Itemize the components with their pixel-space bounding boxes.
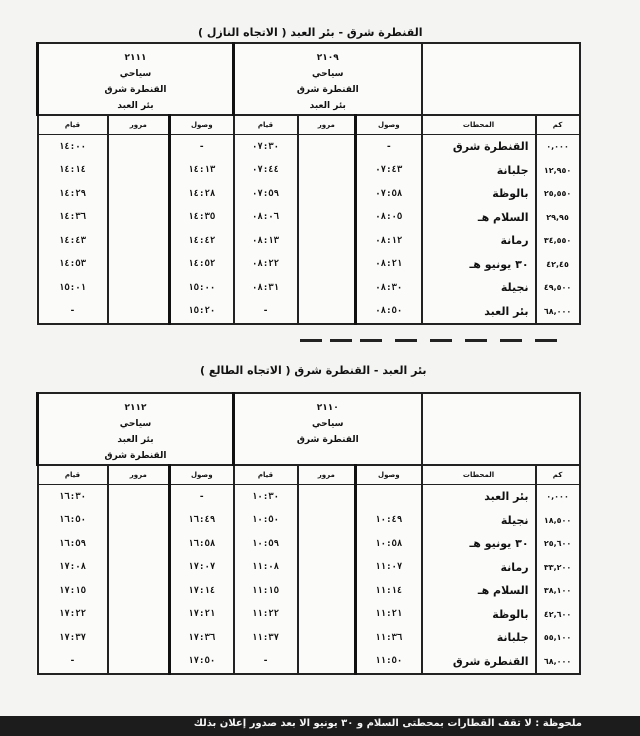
departure-cell: ١٧:٢٢: [38, 603, 108, 627]
departure-cell: ١٦:٥٠: [38, 509, 108, 533]
train-header-2111: [38, 43, 234, 115]
departure-cell: ٠٧:٥٩: [234, 182, 298, 206]
train-header-2112: [38, 393, 234, 465]
pass-cell: [298, 556, 356, 580]
table-row: [38, 276, 580, 300]
col-km: كم: [536, 465, 580, 485]
arrival-cell: ٠٨:٥٠: [356, 300, 422, 325]
table-row: [38, 650, 580, 675]
pass-cell: [108, 532, 170, 556]
arrival-cell: ١١:٣٦: [356, 626, 422, 650]
pass-cell: [298, 626, 356, 650]
station-cell: نجيلة: [422, 509, 536, 533]
arrival-cell: ١١:٥٠: [356, 650, 422, 675]
pass-cell: [108, 556, 170, 580]
arrival-cell: [356, 485, 422, 509]
arrival-cell: ١٧:٢١: [170, 603, 234, 627]
departure-cell: ١١:٠٨: [234, 556, 298, 580]
train-route-from: القنطرة شرق: [296, 85, 359, 95]
arrival-cell: ١٠:٥٨: [356, 532, 422, 556]
train-route-from: بئر العبد: [117, 435, 154, 445]
col-arrival: وصول: [170, 465, 234, 485]
km-cell: ٤٢,٤٥: [536, 253, 580, 277]
col-station: المحطات: [422, 115, 536, 135]
km-cell: ٦٨,٠٠٠: [536, 650, 580, 675]
col-arrival: وصول: [170, 115, 234, 135]
col-departure: قيام: [38, 465, 108, 485]
arrival-cell: ١١:١٤: [356, 579, 422, 603]
km-cell: ٢٥,٦٠٠: [536, 532, 580, 556]
pass-cell: [298, 532, 356, 556]
km-cell: ٠,٠٠٠: [536, 485, 580, 509]
pass-cell: [108, 509, 170, 533]
pass-cell: [108, 135, 170, 159]
arrival-cell: ١١:٠٧: [356, 556, 422, 580]
arrival-cell: ١٥:٠٠: [170, 276, 234, 300]
arrival-cell: -: [356, 135, 422, 159]
departure-cell: -: [234, 650, 298, 675]
table-row: [38, 626, 580, 650]
departure-cell: -: [38, 300, 108, 325]
station-cell: القنطرة شرق: [422, 650, 536, 675]
timetable-down: [36, 42, 581, 325]
train-type: سياحي: [119, 69, 152, 79]
station-cell: نجيلة: [422, 276, 536, 300]
km-cell: ٣٨,١٠٠: [536, 579, 580, 603]
table-row: [38, 556, 580, 580]
departure-cell: ١٧:١٥: [38, 579, 108, 603]
col-arrival: وصول: [356, 465, 422, 485]
departure-cell: ٠٧:٣٠: [234, 135, 298, 159]
train-number: ٢١١٠: [316, 403, 339, 413]
table-row: [38, 300, 580, 325]
km-cell: ٣٤,٥٥٠: [536, 229, 580, 253]
col-pass: مرور: [108, 115, 170, 135]
pass-cell: [298, 253, 356, 277]
table-row: [38, 159, 580, 183]
pass-cell: [108, 300, 170, 325]
separator-dash: [330, 339, 352, 342]
col-pass: مرور: [298, 115, 356, 135]
col-departure: قيام: [38, 115, 108, 135]
table-row: [38, 135, 580, 159]
col-km: كم: [536, 115, 580, 135]
station-cell: بئر العبد: [422, 300, 536, 325]
train-route-to: القنطرة شرق: [296, 435, 359, 445]
departure-cell: ١١:٢٢: [234, 603, 298, 627]
arrival-cell: ١٤:٢٨: [170, 182, 234, 206]
header-blank: [422, 393, 580, 465]
separator-dash: [465, 339, 487, 342]
arrival-cell: -: [170, 135, 234, 159]
table1-title: القنطرة شرق - بئر العبد ( الاتجاه النازل ): [198, 26, 423, 39]
arrival-cell: ١٦:٥٨: [170, 532, 234, 556]
arrival-cell: ٠٧:٤٣: [356, 159, 422, 183]
train-route-to: بئر العبد: [309, 101, 346, 111]
arrival-cell: ١٧:٥٠: [170, 650, 234, 675]
departure-cell: ١٦:٥٩: [38, 532, 108, 556]
header-blank: [422, 43, 580, 115]
table-row: [38, 532, 580, 556]
station-cell: ٣٠ يونيو هـ: [422, 532, 536, 556]
timetable-up: [36, 392, 581, 675]
pass-cell: [298, 509, 356, 533]
separator-dash: [535, 339, 557, 342]
arrival-cell: ٠٨:٣٠: [356, 276, 422, 300]
departure-cell: ١١:٣٧: [234, 626, 298, 650]
arrival-cell: ١٤:٤٢: [170, 229, 234, 253]
arrival-cell: ١٧:١٤: [170, 579, 234, 603]
train-route-to: بئر العبد: [117, 101, 154, 111]
pass-cell: [298, 159, 356, 183]
pass-cell: [298, 206, 356, 230]
station-cell: السلام هـ: [422, 206, 536, 230]
station-cell: رمانة: [422, 229, 536, 253]
departure-cell: ١٤:٥٣: [38, 253, 108, 277]
arrival-cell: ٠٨:٠٥: [356, 206, 422, 230]
table-row: [38, 253, 580, 277]
footer-note: [0, 716, 640, 736]
pass-cell: [298, 603, 356, 627]
pass-cell: [108, 229, 170, 253]
km-cell: ٤٩,٥٠٠: [536, 276, 580, 300]
train-header-2109: [234, 43, 422, 115]
km-cell: ٠,٠٠٠: [536, 135, 580, 159]
station-cell: بالوظة: [422, 182, 536, 206]
pass-cell: [298, 276, 356, 300]
station-cell: جلبانة: [422, 159, 536, 183]
departure-cell: ١٤:٣٦: [38, 206, 108, 230]
pass-cell: [108, 276, 170, 300]
arrival-cell: ١١:٢١: [356, 603, 422, 627]
arrival-cell: ١٧:٠٧: [170, 556, 234, 580]
departure-cell: ١٤:٢٩: [38, 182, 108, 206]
pass-cell: [298, 650, 356, 675]
pass-cell: [108, 626, 170, 650]
table-row: [38, 485, 580, 509]
train-number: ٢١١١: [124, 53, 147, 63]
departure-cell: ٠٨:٠٦: [234, 206, 298, 230]
t1-rows: [38, 135, 580, 325]
departure-cell: ١٤:٤٣: [38, 229, 108, 253]
arrival-cell: ١٤:١٣: [170, 159, 234, 183]
train-route-from: القنطرة شرق: [104, 85, 167, 95]
pass-cell: [298, 182, 356, 206]
pass-cell: [298, 229, 356, 253]
pass-cell: [298, 300, 356, 325]
departure-cell: ١٤:٠٠: [38, 135, 108, 159]
km-cell: ٥٥,١٠٠: [536, 626, 580, 650]
departure-cell: -: [234, 300, 298, 325]
arrival-cell: ١٥:٢٠: [170, 300, 234, 325]
footer-note-text: ملحوظة : لا تقف القطارات بمحطتى السلام و ٣٠ يونيو الا بعد صدور إعلان بذلك: [193, 718, 582, 729]
separator-dash: [360, 339, 382, 342]
departure-cell: ١٧:٠٨: [38, 556, 108, 580]
col-pass: مرور: [108, 465, 170, 485]
station-cell: بالوظة: [422, 603, 536, 627]
departure-cell: ٠٧:٤٤: [234, 159, 298, 183]
t2-rows: [38, 485, 580, 675]
arrival-cell: ٠٨:١٢: [356, 229, 422, 253]
table2-title: بئر العبد - القنطرة شرق ( الاتجاه الطالع ): [200, 364, 427, 377]
arrival-cell: -: [170, 485, 234, 509]
km-cell: ٢٩,٩٥: [536, 206, 580, 230]
pass-cell: [298, 135, 356, 159]
departure-cell: ١٥:٠١: [38, 276, 108, 300]
arrival-cell: ١٠:٤٩: [356, 509, 422, 533]
departure-cell: ١١:١٥: [234, 579, 298, 603]
arrival-cell: ١٤:٥٢: [170, 253, 234, 277]
train-number: ٢١١٢: [124, 403, 147, 413]
train-type: سياحي: [312, 69, 344, 79]
separator-dash: [500, 339, 522, 342]
departure-cell: ٠٨:٣١: [234, 276, 298, 300]
station-cell: القنطرة شرق: [422, 135, 536, 159]
km-cell: ١٢,٩٥٠: [536, 159, 580, 183]
departure-cell: ٠٨:١٣: [234, 229, 298, 253]
train-type: سياحي: [119, 419, 152, 429]
table-row: [38, 206, 580, 230]
col-departure: قيام: [234, 465, 298, 485]
pass-cell: [108, 485, 170, 509]
arrival-cell: ١٧:٣٦: [170, 626, 234, 650]
table-row: [38, 229, 580, 253]
km-cell: ٦٨,٠٠٠: [536, 300, 580, 325]
pass-cell: [108, 603, 170, 627]
pass-cell: [298, 579, 356, 603]
pass-cell: [108, 159, 170, 183]
train-type: سياحي: [312, 419, 344, 429]
departure-cell: ١٠:٥٩: [234, 532, 298, 556]
pass-cell: [108, 206, 170, 230]
departure-cell: ١٤:١٤: [38, 159, 108, 183]
km-cell: ٣٣,٢٠٠: [536, 556, 580, 580]
arrival-cell: ٠٨:٢١: [356, 253, 422, 277]
departure-cell: ١٠:٥٠: [234, 509, 298, 533]
departure-cell: ١٠:٣٠: [234, 485, 298, 509]
pass-cell: [298, 485, 356, 509]
col-arrival: وصول: [356, 115, 422, 135]
train-header-2110: [234, 393, 422, 465]
km-cell: ١٨,٥٠٠: [536, 509, 580, 533]
separator-dash: [395, 339, 417, 342]
station-cell: السلام هـ: [422, 579, 536, 603]
pass-cell: [108, 579, 170, 603]
pass-cell: [108, 650, 170, 675]
km-cell: ٤٢,٦٠٠: [536, 603, 580, 627]
departure-cell: ١٦:٣٠: [38, 485, 108, 509]
arrival-cell: ٠٧:٥٨: [356, 182, 422, 206]
train-route-to: القنطرة شرق: [104, 451, 167, 461]
table-row: [38, 579, 580, 603]
col-pass: مرور: [298, 465, 356, 485]
separator-dash: [430, 339, 452, 342]
station-cell: رمانة: [422, 556, 536, 580]
pass-cell: [108, 182, 170, 206]
station-cell: بئر العبد: [422, 485, 536, 509]
train-number: ٢١٠٩: [316, 53, 339, 63]
station-cell: جلبانة: [422, 626, 536, 650]
km-cell: ٢٥,٥٥٠: [536, 182, 580, 206]
col-departure: قيام: [234, 115, 298, 135]
arrival-cell: ١٤:٣٥: [170, 206, 234, 230]
table-row: [38, 509, 580, 533]
station-cell: ٣٠ يونيو هـ: [422, 253, 536, 277]
separator-dash: [300, 339, 322, 342]
table-row: [38, 603, 580, 627]
col-station: المحطات: [422, 465, 536, 485]
arrival-cell: ١٦:٤٩: [170, 509, 234, 533]
departure-cell: -: [38, 650, 108, 675]
departure-cell: ١٧:٣٧: [38, 626, 108, 650]
table-row: [38, 182, 580, 206]
pass-cell: [108, 253, 170, 277]
departure-cell: ٠٨:٢٢: [234, 253, 298, 277]
